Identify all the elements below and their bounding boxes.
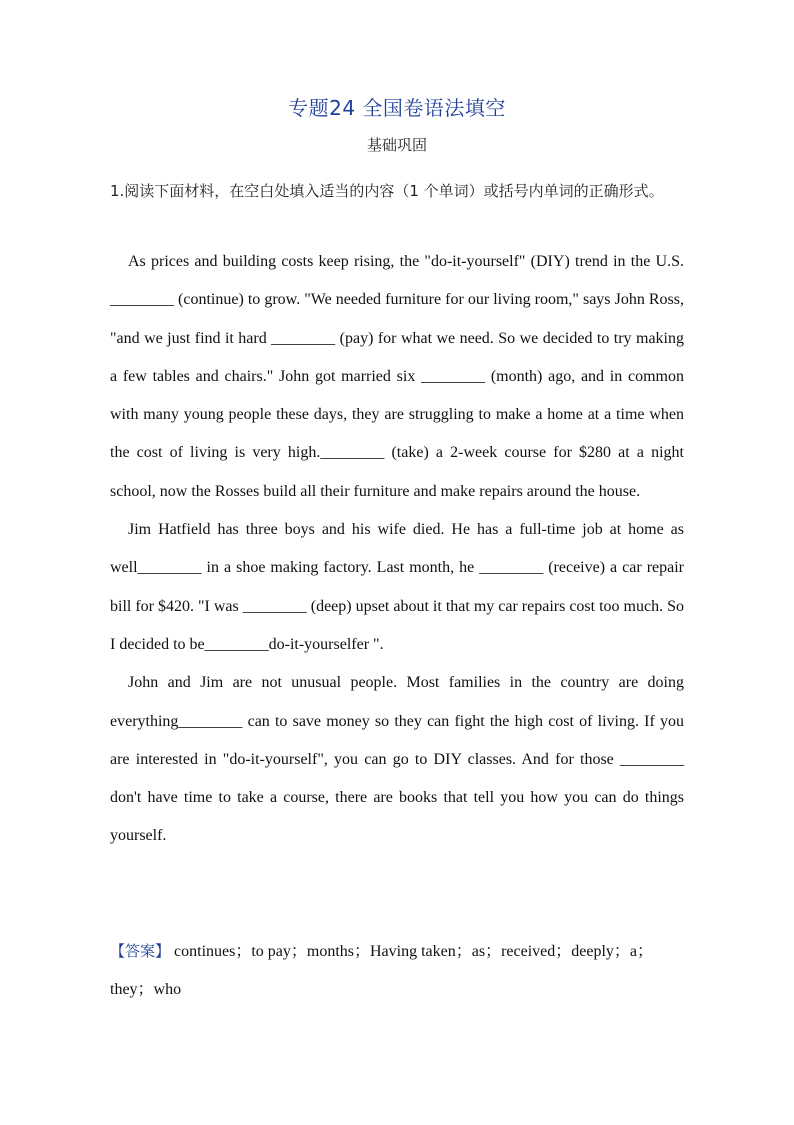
page-title: 专题24 全国卷语法填空 <box>288 96 506 120</box>
answer-text: continues；to pay；months；Having taken；as；received；deeply；a；they；who <box>110 943 654 998</box>
exercise-instruction: 1.阅读下面材料，在空白处填入适当的内容（1 个单词）或括号内单词的正确形式。 <box>110 182 664 200</box>
passage-paragraph-3: John and Jim are not unusual people. Most families in the country are doing everything________ can to save money so they can fight the high cost of living. If you are interested in "do-it-yourself", you can go to DIY classes. And for those ________ don't have time to take a course, there are books that tell you how you can do things yourself. <box>110 674 684 845</box>
passage-paragraph-2: Jim Hatfield has three boys and his wife died. He has a full-time job at home as well________ in a shoe making factory. Last month, he ________ (receive) a car repair bill for $420. "I was ________ (deep) upset about it that my car repairs cost too much. So I decided to be________do-it-yourselfer ". <box>110 521 684 653</box>
answer-label: 【答案】 <box>110 942 171 960</box>
section-subtitle: 基础巩固 <box>366 136 427 154</box>
answer-block <box>110 932 684 1009</box>
passage-paragraph-1: As prices and building costs keep rising, the "do-it-yourself" (DIY) trend in the U.S. ________ (continue) to grow. "We needed furniture for our living room," says John Ross, "and we just find it hard ________ (pay) for what we need. So we decided to try making a few tables and chairs." John got married six ________ (month) ago, and in common with many young people these days, they are struggling to make a home at a time when the cost of living is very high.________ (take) a 2-week course for $280 at a night school, now the Rosses build all their furniture and make repairs around the house. <box>110 253 684 500</box>
reading-passage <box>110 243 684 856</box>
